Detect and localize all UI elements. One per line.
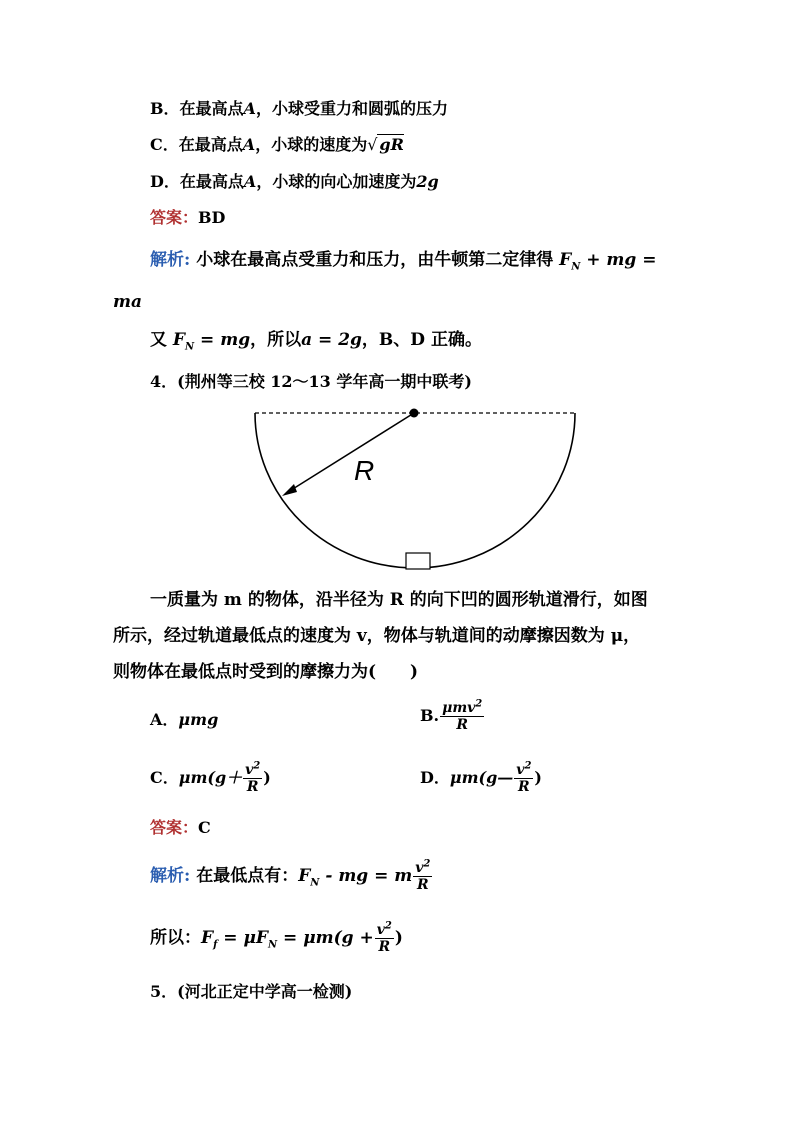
q5-header: 5．(河北正定中学高一检测) [150,982,353,1001]
radius-arrow [288,413,414,492]
q4-option-b: B. $\frac{\mu mv^2}{R}$ [420,698,483,733]
semicircle-track [255,413,575,568]
analysis-q3-line1: 解析: 小球在最高点受重力和压力，由牛顿第二定律得 $F_N$ + mg = [150,250,657,273]
q4-stem-line3: 则物体在最低点时受到的摩擦力为( ) [113,662,419,682]
option-d: D．在最高点A，小球的向心加速度为2g [150,172,439,191]
q4-option-a: A．μmg [150,710,219,729]
q4-option-d: D．μm(g— $\frac{v^2}{R}$ ) [420,760,542,795]
answer-q4: 答案：C [150,818,211,837]
arrow-head-icon [282,484,297,496]
radius-label: R [354,455,375,486]
analysis-q3-line3: 又 $F_N$ = mg，所以a = 2g，B、D 正确。 [150,330,482,353]
option-c: C．在最高点A，小球的速度为√ gR [150,135,404,154]
block-object [406,553,430,569]
analysis-q3-line2: ma [113,292,143,312]
q4-stem-line1: 一质量为 m 的物体，沿半径为 R 的向下凹的圆形轨道滑行，如图 [150,590,648,610]
analysis-q4-line1: 解析: 在最低点有：$F_N$ - mg = m $\frac{v^2}{R}$ [150,858,431,893]
answer-q3: 答案：BD [150,208,226,227]
q4-stem-line2: 所示，经过轨道最低点的速度为 v，物体与轨道间的动摩擦因数为 μ， [113,626,641,646]
analysis-q4-line2: 所以：$F_f = \mu F_N = \mu m(g$ + $\frac{v^2}{R}$ ) [150,920,403,955]
option-b: B．在最高点A，小球受重力和圆弧的压力 [150,99,448,118]
q4-header: 4．(荆州等三校 12～13 学年高一期中联考) [150,372,472,391]
q4-option-c: C．μm(g＋ $\frac{v^2}{R}$ ) [150,760,271,795]
circular-track-diagram [250,400,580,575]
